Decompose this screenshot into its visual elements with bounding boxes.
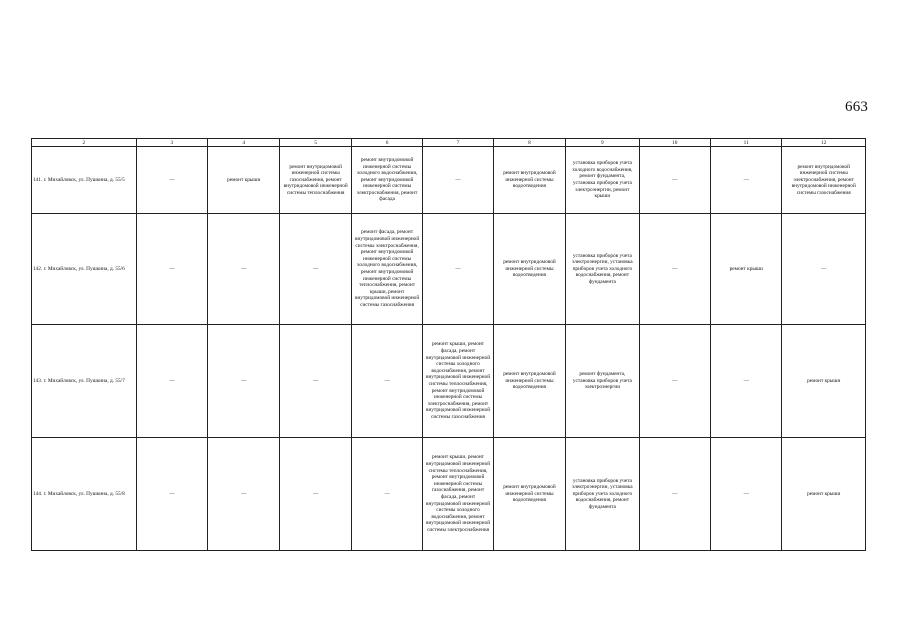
cell-col3: —: [136, 325, 207, 438]
cell-col9: установка приборов учета холодного водоснабжения, ремонт фундамента, установка приборов учета электроэнергии, ремонт крыши: [566, 147, 639, 214]
cell-col7: ремонт крыши, ремонт фасада, ремонт внутридомовой инженерной системы холодного водоснабжения, ремонт внутридомовой инженерной системы теплоснабжения, ремонт внутридомовой инженерной системы электроснабжения, ремонт внутридомовой инженерной системы газоснабжения: [423, 325, 493, 438]
cell-col5: —: [280, 325, 351, 438]
column-header: 12: [782, 139, 866, 147]
column-header: 6: [351, 139, 422, 147]
cell-col10: —: [639, 325, 710, 438]
column-header: 2: [32, 139, 137, 147]
cell-col3: —: [136, 214, 207, 325]
cell-col10: —: [639, 214, 710, 325]
address-cell: [32, 325, 137, 438]
cell-col3: —: [136, 438, 207, 551]
cell-col3: —: [136, 147, 207, 214]
repair-schedule-table: [31, 138, 866, 551]
cell-col6: —: [351, 438, 422, 551]
column-header-row: [32, 139, 866, 147]
row-number: 141.: [33, 176, 43, 183]
cell-col11: —: [711, 438, 782, 551]
row-address: г. Михайловск, ул. Пушкина, д. 55/6: [43, 265, 125, 272]
cell-col4: ремонт крыши: [208, 147, 280, 214]
row-number: 143.: [33, 377, 43, 384]
cell-col4: —: [208, 214, 280, 325]
row-number: 144.: [33, 490, 43, 497]
column-header: 10: [639, 139, 710, 147]
cell-col12: ремонт внутридомовой инженерной системы электроснабжения, ремонт внутридомовой инженерной системы газоснабжения: [782, 147, 866, 214]
cell-col8: ремонт внутридомовой инженерной системы водоотведения: [493, 325, 565, 438]
page-number: 663: [845, 99, 869, 115]
column-header: 9: [566, 139, 639, 147]
cell-col5: ремонт внутридомовой инженерной системы газоснабжения, ремонт внутридомовой инженерной системы теплоснабжения: [280, 147, 351, 214]
cell-col12: —: [782, 214, 866, 325]
row-address: г. Михайловск, ул. Пушкина, д. 55/8: [43, 490, 125, 497]
column-header: 3: [136, 139, 207, 147]
table-row: [32, 147, 866, 214]
table-row: [32, 438, 866, 551]
address-cell: [32, 147, 137, 214]
column-header: 7: [423, 139, 493, 147]
row-address: г. Михайловск, ул. Пушкина, д. 55/5: [43, 176, 125, 183]
row-number: 142.: [33, 265, 43, 272]
cell-col11: ремонт крыши: [711, 214, 782, 325]
address-cell: [32, 214, 137, 325]
cell-col9: установка приборов учета электроэнергии, установка приборов учета холодного водоснабжения, ремонт фундамента: [566, 214, 639, 325]
column-header: 4: [208, 139, 280, 147]
cell-col5: —: [280, 438, 351, 551]
cell-col4: —: [208, 325, 280, 438]
cell-col10: —: [639, 438, 710, 551]
cell-col5: —: [280, 214, 351, 325]
cell-col7: ремонт крыши, ремонт внутридомовой инженерной системы теплоснабжения, ремонт внутридомовой инженерной системы газоснабжения, ремонт фасада, ремонт внутридомовой инженерной системы холодного водоснабжения, ремонт внутридомовой инженерной системы электроснабжения: [423, 438, 493, 551]
column-header: 5: [280, 139, 351, 147]
cell-col6: ремонт фасада, ремонт внутридомовой инженерной системы электроснабжения, ремонт внутридомовой инженерной системы холодного водоснабжения, ремонт внутридомовой инженерной системы теплоснабжения, ремонт крыши, ремонт внутридомовой инженерной системы газоснабжения: [351, 214, 422, 325]
cell-col6: ремонт внутридомовой инженерной системы холодного водоснабжения, ремонт внутридомовой инженерной системы электроснабжения, ремонт фасада: [351, 147, 422, 214]
cell-col11: —: [711, 325, 782, 438]
cell-col7: —: [423, 214, 493, 325]
cell-col6: —: [351, 325, 422, 438]
cell-col4: —: [208, 438, 280, 551]
table-row: [32, 325, 866, 438]
cell-col8: ремонт внутридомовой инженерной системы водоотведения: [493, 147, 565, 214]
column-header: 8: [493, 139, 565, 147]
cell-col9: ремонт фундамента, установка приборов учета электроэнергии: [566, 325, 639, 438]
cell-col7: —: [423, 147, 493, 214]
row-address: г. Михайловск, ул. Пушкина, д. 55/7: [43, 377, 125, 384]
cell-col11: —: [711, 147, 782, 214]
cell-col8: ремонт внутридомовой инженерной системы водоотведения: [493, 214, 565, 325]
cell-col12: ремонт крыши: [782, 325, 866, 438]
cell-col10: —: [639, 147, 710, 214]
cell-col12: ремонт крыши: [782, 438, 866, 551]
table-row: [32, 214, 866, 325]
cell-col8: ремонт внутридомовой инженерной системы водоотведения: [493, 438, 565, 551]
column-header: 11: [711, 139, 782, 147]
cell-col9: установка приборов учета электроэнергии, установка приборов учета холодного водоснабжения, ремонт фундамента: [566, 438, 639, 551]
address-cell: [32, 438, 137, 551]
